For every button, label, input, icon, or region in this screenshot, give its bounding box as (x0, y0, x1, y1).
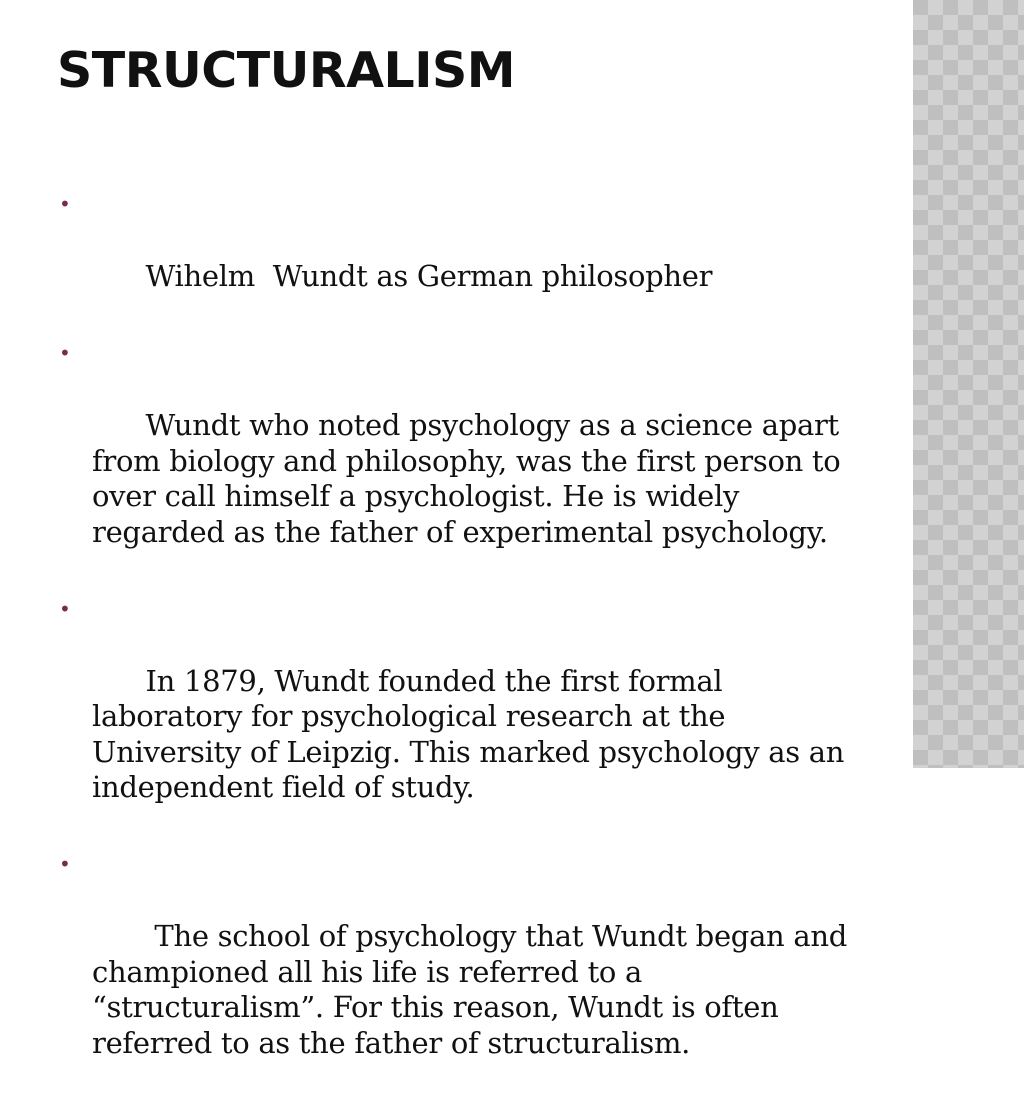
bullet-item (57, 337, 867, 586)
bullet-item (57, 188, 867, 330)
bullet-text: Wihelm Wundt as German philosopher (145, 259, 713, 293)
bullet-dot-icon: • (59, 852, 71, 876)
bullet-text: The school of psychology that Wundt began and championed all his life is referred to a “structuralism”. For this reason, Wundt is often referred to as the father of structuralism. (92, 919, 856, 1060)
bullet-dot-icon: • (59, 341, 71, 365)
decorative-side-pattern (913, 0, 1024, 768)
slide-title: STRUCTURALISM (57, 42, 516, 99)
bullet-list (57, 188, 867, 1104)
bullet-text: In 1879, Wundt founded the first formal laboratory for psychological research at the University of Leipzig. This marked psychology as an independent field of study. (92, 663, 854, 804)
bullet-dot-icon: • (59, 596, 71, 621)
bullet-dot-icon: • (59, 192, 71, 216)
bullet-item (57, 848, 867, 1097)
bullet-item (57, 593, 867, 842)
bullet-text: Wundt who noted psychology as a science apart from biology and philosophy, was the first person to over call himself a psychologist. He is widely regarded as the father of experimental psychology. (92, 408, 850, 549)
